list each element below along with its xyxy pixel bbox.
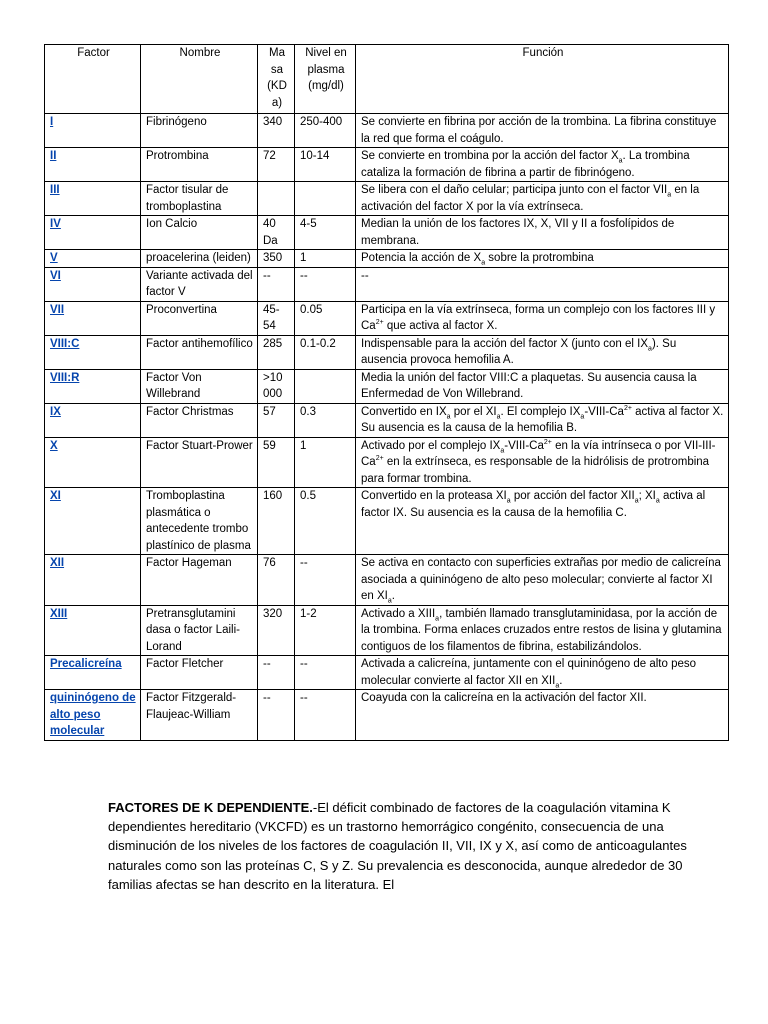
funcion-cell: Se convierte en fibrina por acción de la trombina. La fibrina constituye la red que forma el coágulo. xyxy=(356,114,729,148)
funcion-cell: Activada a calicreína, juntamente con el quininógeno de alto peso molecular convierte al factor XII en $XII_a$. xyxy=(356,656,729,690)
nivel-cell: 0.1-0.2 xyxy=(295,335,356,369)
nivel-cell xyxy=(295,369,356,403)
header-factor: Factor xyxy=(45,45,141,114)
masa-cell: >10 000 xyxy=(258,369,295,403)
factor-cell xyxy=(45,148,141,182)
table-row xyxy=(45,403,729,437)
table-row xyxy=(45,605,729,656)
masa-cell xyxy=(258,182,295,216)
masa-cell: -- xyxy=(258,267,295,301)
table-row xyxy=(45,114,729,148)
funcion-cell: Median la unión de los factores IX, X, VII y II a fosfolípidos de membrana. xyxy=(356,216,729,250)
paragraph-text: -El déficit combinado de factores de la coagulación vitamina K dependientes hereditario (VKCFD) es un trastorno hemorrágico congénito, consecuencia de una disminución de los niveles de los factores de coagulación II, VII, IX y X, así como de anticoagulantes naturales como son las proteínas C, S y Z. Su prevalencia es desconocida, aunque alrededor de 30 familias afectas se han descrito en la literatura. El xyxy=(108,800,687,892)
k-dependent-paragraph xyxy=(108,798,700,894)
factor-link[interactable]: IX xyxy=(50,405,61,418)
masa-cell: 45-54 xyxy=(258,301,295,335)
table-row xyxy=(45,690,729,741)
masa-cell: 72 xyxy=(258,148,295,182)
funcion-cell: Convertido en la proteasa $XI_a$ por acción del factor $XII_a$; $XI_a$ activa al factor IX. Su ausencia es la causa de la hemofilia C. xyxy=(356,488,729,555)
masa-cell: 57 xyxy=(258,403,295,437)
factor-link[interactable]: XIII xyxy=(50,607,68,620)
header-masa: Ma sa (KD a) xyxy=(258,45,295,114)
factor-cell xyxy=(45,555,141,606)
table-row xyxy=(45,301,729,335)
nivel-cell: 1-2 xyxy=(295,605,356,656)
factor-link[interactable]: I xyxy=(50,116,54,128)
masa-cell: 350 xyxy=(258,250,295,268)
funcion-cell: Coayuda con la calicreína en la activación del factor XII. xyxy=(356,690,729,741)
nombre-cell: Factor antihemofílico xyxy=(141,335,258,369)
paragraph-heading: FACTORES DE K DEPENDIENTE. xyxy=(108,800,313,815)
table-row xyxy=(45,148,729,182)
funcion-cell: Indispensable para la acción del factor X (junto con el $IX_a$). Su ausencia provoca hemofilia A. xyxy=(356,335,729,369)
funcion-cell: Activado por el complejo $IX_a-VIII-Ca^{2+}$ en la vía intrínseca o por VII-$III-Ca^{2+}$ en la extrínseca, es responsable de la hidrólisis de protrombina para formar trombina. xyxy=(356,437,729,488)
masa-cell: 160 xyxy=(258,488,295,555)
factor-link[interactable]: VI xyxy=(50,269,61,282)
table-body xyxy=(45,114,729,741)
nombre-cell: Factor Fletcher xyxy=(141,656,258,690)
factor-cell xyxy=(45,267,141,301)
nivel-cell: -- xyxy=(295,267,356,301)
factor-cell xyxy=(45,250,141,268)
factor-link[interactable]: XI xyxy=(50,490,61,502)
funcion-cell: Participa en la vía extrínseca, forma un complejo con los factores III y $Ca^{2+}$ que activa al factor X. xyxy=(356,301,729,335)
nombre-cell: proacelerina (leiden) xyxy=(141,250,258,268)
nombre-cell: Pretransglutamini dasa o factor Laili-Lorand xyxy=(141,605,258,656)
funcion-cell: Se activa en contacto con superficies extrañas por medio de calicreína asociada a quininógeno de alto peso molecular; convierte al factor XI en $XI_a$. xyxy=(356,555,729,606)
table-row xyxy=(45,335,729,369)
funcion-cell: Se convierte en trombina por la acción del factor $X_a$. La trombina cataliza la formación de fibrina a partir de fibrinógeno. xyxy=(356,148,729,182)
nivel-cell: 1 xyxy=(295,250,356,268)
header-nivel: Nivel en plasma (mg/dl) xyxy=(295,45,356,114)
nivel-cell: -- xyxy=(295,555,356,606)
nombre-cell: Factor Von Willebrand xyxy=(141,369,258,403)
masa-cell: -- xyxy=(258,656,295,690)
table-row xyxy=(45,250,729,268)
masa-cell: -- xyxy=(258,690,295,741)
nivel-cell: 0.5 xyxy=(295,488,356,555)
table-row xyxy=(45,555,729,606)
coagulation-factors-table xyxy=(44,44,729,741)
table-row xyxy=(45,182,729,216)
table-row xyxy=(45,369,729,403)
factor-cell xyxy=(45,369,141,403)
nivel-cell: -- xyxy=(295,656,356,690)
factor-cell xyxy=(45,488,141,555)
nombre-cell: Factor Fitzgerald-Flaujeac-William xyxy=(141,690,258,741)
nombre-cell: Ion Calcio xyxy=(141,216,258,250)
factor-link[interactable]: III xyxy=(50,184,60,196)
factor-link[interactable]: XII xyxy=(50,557,65,569)
masa-cell: 40 Da xyxy=(258,216,295,250)
nivel-cell: 250-400 xyxy=(295,114,356,148)
factor-cell xyxy=(45,605,141,656)
factor-link[interactable]: quininógeno de alto peso molecular xyxy=(50,692,136,737)
factor-link[interactable]: VII xyxy=(50,303,65,316)
table-row xyxy=(45,267,729,301)
nombre-cell: Factor Hageman xyxy=(141,555,258,606)
factor-cell xyxy=(45,301,141,335)
funcion-cell: Activado a $XIII_a$, también llamado transglutaminidasa, por la acción de la trombina. Forma enlaces cruzados entre restos de lisina y glutamina contiguos de los filamentos de fibrina, estabilizándolos. xyxy=(356,605,729,656)
factor-link[interactable]: II xyxy=(50,150,57,162)
nombre-cell: Fibrinógeno xyxy=(141,114,258,148)
nivel-cell: 0.3 xyxy=(295,403,356,437)
factor-cell xyxy=(45,114,141,148)
header-funcion: Función xyxy=(356,45,729,114)
nombre-cell: Proconvertina xyxy=(141,301,258,335)
funcion-cell: Se libera con el daño celular; participa junto con el factor $VII_a$ en la activación del factor X por la vía extrínseca. xyxy=(356,182,729,216)
table-row xyxy=(45,437,729,488)
masa-cell: 320 xyxy=(258,605,295,656)
nombre-cell: Protrombina xyxy=(141,148,258,182)
nombre-cell: Tromboplastina plasmática o antecedente trombo plastínico de plasma xyxy=(141,488,258,555)
nivel-cell: -- xyxy=(295,690,356,741)
nombre-cell: Variante activada del factor V xyxy=(141,267,258,301)
factor-link[interactable]: X xyxy=(50,439,58,452)
funcion-cell: Media la unión del factor VIII:C a plaquetas. Su ausencia causa la Enfermedad de Von Willebrand. xyxy=(356,369,729,403)
factor-cell xyxy=(45,656,141,690)
nombre-cell: Factor Christmas xyxy=(141,403,258,437)
table-row xyxy=(45,216,729,250)
factor-cell xyxy=(45,690,141,741)
factor-link[interactable]: V xyxy=(50,252,58,264)
nombre-cell: Factor Stuart-Prower xyxy=(141,437,258,488)
masa-cell: 340 xyxy=(258,114,295,148)
table-header-row xyxy=(45,45,729,114)
funcion-cell: Convertido en $IX_a$ por el $XI_a$. El complejo $IX_a-VIII-Ca^{2+}$ activa al factor X. Su ausencia es la causa de la hemofilia B. xyxy=(356,403,729,437)
table-row xyxy=(45,488,729,555)
factor-link[interactable]: IV xyxy=(50,218,61,230)
factor-link[interactable]: VIII:R xyxy=(50,371,80,384)
factor-cell xyxy=(45,403,141,437)
factor-cell xyxy=(45,216,141,250)
nivel-cell: 0.05 xyxy=(295,301,356,335)
factor-cell xyxy=(45,335,141,369)
nivel-cell: 1 xyxy=(295,437,356,488)
factor-link[interactable]: VIII:C xyxy=(50,337,80,350)
funcion-cell: -- xyxy=(356,267,729,301)
masa-cell: 285 xyxy=(258,335,295,369)
masa-cell: 76 xyxy=(258,555,295,606)
funcion-cell: Potencia la acción de $X_a$ sobre la protrombina xyxy=(356,250,729,268)
header-nombre: Nombre xyxy=(141,45,258,114)
factor-cell xyxy=(45,182,141,216)
nombre-cell: Factor tisular de tromboplastina xyxy=(141,182,258,216)
factor-link[interactable]: Precalicreína xyxy=(50,658,122,670)
nivel-cell: 10-14 xyxy=(295,148,356,182)
table-row xyxy=(45,656,729,690)
nivel-cell: 4-5 xyxy=(295,216,356,250)
factor-cell xyxy=(45,437,141,488)
masa-cell: 59 xyxy=(258,437,295,488)
nivel-cell xyxy=(295,182,356,216)
